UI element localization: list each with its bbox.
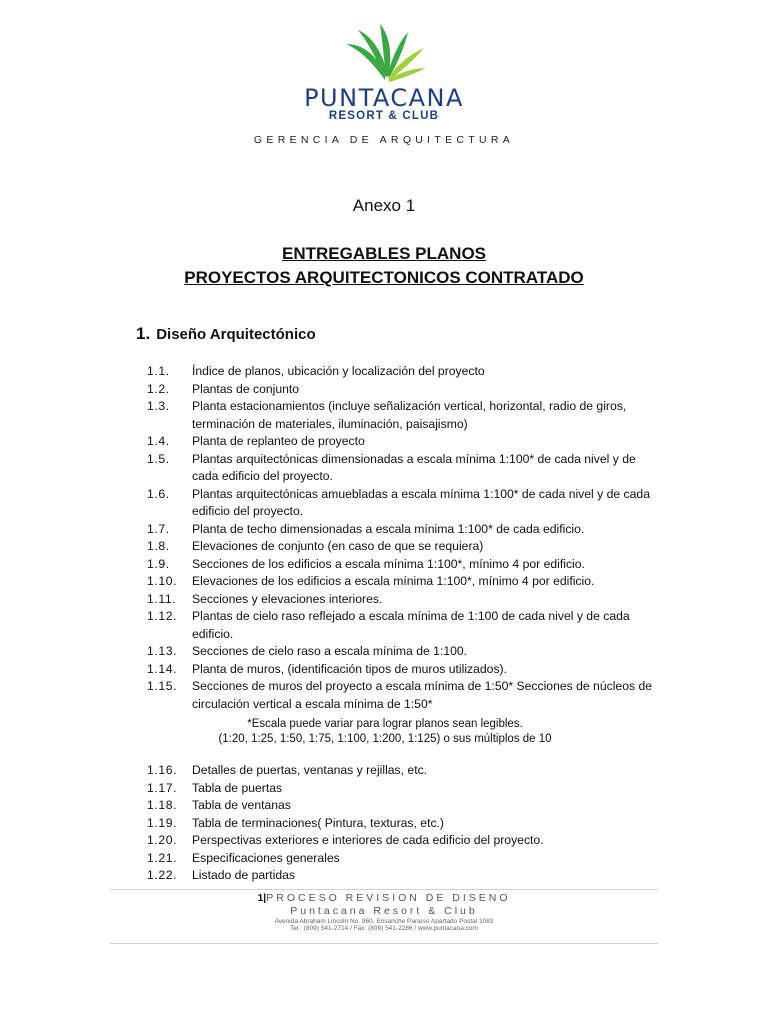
item-text: Secciones de cielo raso a escala mínima de 1:100.: [192, 644, 468, 658]
list-item: [147, 850, 657, 868]
footer-address: Avenida Abraham Lincoln No. 960, Ensanche Paraíso Apartado Postal 1083: [274, 918, 494, 925]
list-item: [147, 797, 657, 815]
footer-divider-top: [110, 889, 658, 890]
item-text: Elevaciones de los edificios a escala mínima 1:100*, mínimo 4 por edificio.: [192, 574, 595, 588]
item-number: 1.3.: [147, 399, 170, 413]
annex-label: Anexo 1: [352, 196, 416, 215]
scale-note-line-1: *Escala puede variar para lograr planos sean legibles.: [247, 718, 523, 730]
footer-divider-bottom: [110, 943, 658, 944]
item-number: 1.13.: [147, 644, 178, 658]
item-text: Secciones de muros del proyecto a escala mínima de 1:50* Secciones de núcleos de circulación vertical a escala mínima de 1:50*: [192, 679, 653, 711]
list-item: [147, 815, 657, 833]
list-item: [147, 556, 657, 574]
item-text: Detalles de puertas, ventanas y rejillas, etc.: [192, 763, 428, 777]
footer-company: Puntacana Resort & Club: [290, 905, 478, 917]
item-number: 1.15.: [147, 679, 178, 693]
item-text: Especificaciones generales: [192, 850, 340, 865]
item-text: Planta de muros, (identificación tipos de muros utilizados).: [192, 661, 507, 676]
item-number: 1.11.: [147, 591, 177, 606]
palm-leaf-icon: [342, 22, 428, 84]
page-number: 1: [257, 892, 264, 904]
deliverables-list-part-1: [147, 363, 657, 713]
item-text: Secciones de los edificios a escala mínima 1:100*, mínimo 4 por edificio.: [192, 556, 585, 571]
item-number: 1.22.: [147, 868, 178, 882]
item-number: 1.10.: [147, 574, 178, 588]
item-number: 1.12.: [147, 609, 178, 623]
brand-name: PUNTACANA: [304, 84, 464, 112]
item-text: Plantas arquitectónicas dimensionadas a escala mínima 1:100* de cada nivel y de cada edificio del proyecto.: [192, 451, 636, 483]
item-number: 1.8.: [147, 539, 170, 553]
item-text: Elevaciones de conjunto (en caso de que se requiera): [192, 539, 484, 553]
list-item: [147, 678, 657, 713]
list-item: [147, 867, 657, 885]
scale-note: [130, 717, 640, 747]
list-item: [147, 832, 657, 850]
list-item: [147, 538, 657, 556]
list-item: [147, 433, 657, 451]
page-footer: [0, 892, 768, 932]
item-text: Listado de partidas: [192, 868, 295, 882]
item-number: 1.2.: [147, 381, 170, 396]
item-number: 1.21.: [147, 850, 178, 865]
item-number: 1.6.: [147, 486, 170, 501]
item-text: Secciones y elevaciones interiores.: [192, 591, 383, 606]
department-name: GERENCIA DE ARQUITECTURA: [253, 134, 515, 146]
item-number: 1.20.: [147, 833, 178, 847]
section-number: 1.: [136, 324, 151, 343]
item-text: Plantas de cielo raso reflejado a escala mínima de 1:100 de cada nivel y de cada edificio.: [192, 609, 630, 641]
section-title: [136, 324, 316, 344]
item-number: 1.1.: [147, 364, 170, 378]
list-item: [147, 363, 657, 381]
item-number: 1.5.: [147, 451, 170, 466]
item-number: 1.7.: [147, 521, 170, 536]
heading-line-2: PROYECTOS ARQUITECTONICOS CONTRATADO: [184, 268, 584, 287]
item-text: Tabla de ventanas: [192, 798, 291, 812]
item-number: 1.18.: [147, 798, 178, 812]
item-number: 1.17.: [147, 780, 178, 795]
footer-title: PROCESO REVISION DE DISENO: [266, 892, 511, 904]
section-title-text: Diseño Arquitectónico: [156, 326, 316, 343]
item-number: 1.14.: [147, 661, 178, 676]
document-heading: [0, 242, 768, 290]
list-item: [147, 780, 657, 798]
item-number: 1.16.: [147, 763, 178, 777]
list-item: [147, 762, 657, 780]
item-text: Plantas arquitectónicas amuebladas a escala mínima 1:100* de cada nivel y de cada edificio del proyecto.: [192, 486, 650, 518]
list-item: [147, 451, 657, 486]
list-item: [147, 573, 657, 591]
item-text: Tabla de puertas: [192, 780, 283, 795]
list-item: [147, 608, 657, 643]
scale-note-line-2: (1:20, 1:25, 1:50, 1:75, 1:100, 1:200, 1:125) o sus múltiplos de 10: [218, 733, 552, 745]
heading-line-1: ENTREGABLES PLANOS: [281, 244, 487, 263]
item-number: 1.19.: [147, 815, 178, 830]
list-item: [147, 591, 657, 609]
list-item: [147, 381, 657, 399]
brand-subtitle: RESORT & CLUB: [328, 110, 440, 122]
item-text: Planta estacionamientos (incluye señalización vertical, horizontal, radio de giros, terminación de materiales, iluminación, paisajismo): [192, 399, 627, 431]
deliverables-list-part-2: [147, 762, 657, 885]
item-text: Perspectivas exteriores e interiores de cada edificio del proyecto.: [192, 833, 544, 847]
item-text: Planta de replanteo de proyecto: [192, 434, 365, 448]
list-item: [147, 521, 657, 539]
list-item: [147, 486, 657, 521]
item-text: Plantas de conjunto: [192, 381, 300, 396]
footer-separator: |: [263, 892, 267, 904]
item-text: Tabla de terminaciones( Pintura, texturas, etc.): [192, 815, 444, 830]
list-item: [147, 643, 657, 661]
item-text: Índice de planos, ubicación y localización del proyecto: [192, 364, 485, 378]
item-number: 1.4.: [147, 434, 170, 448]
footer-title-line: [0, 892, 768, 904]
item-text: Planta de techo dimensionadas a escala mínima 1:100* de cada edificio.: [192, 521, 585, 536]
item-number: 1.9.: [147, 556, 170, 571]
list-item: [147, 661, 657, 679]
footer-contact: Tel.: (809) 541-2714 / Fax: (809) 541-2286 / www.puntacana.com: [290, 925, 478, 932]
list-item: [147, 398, 657, 433]
